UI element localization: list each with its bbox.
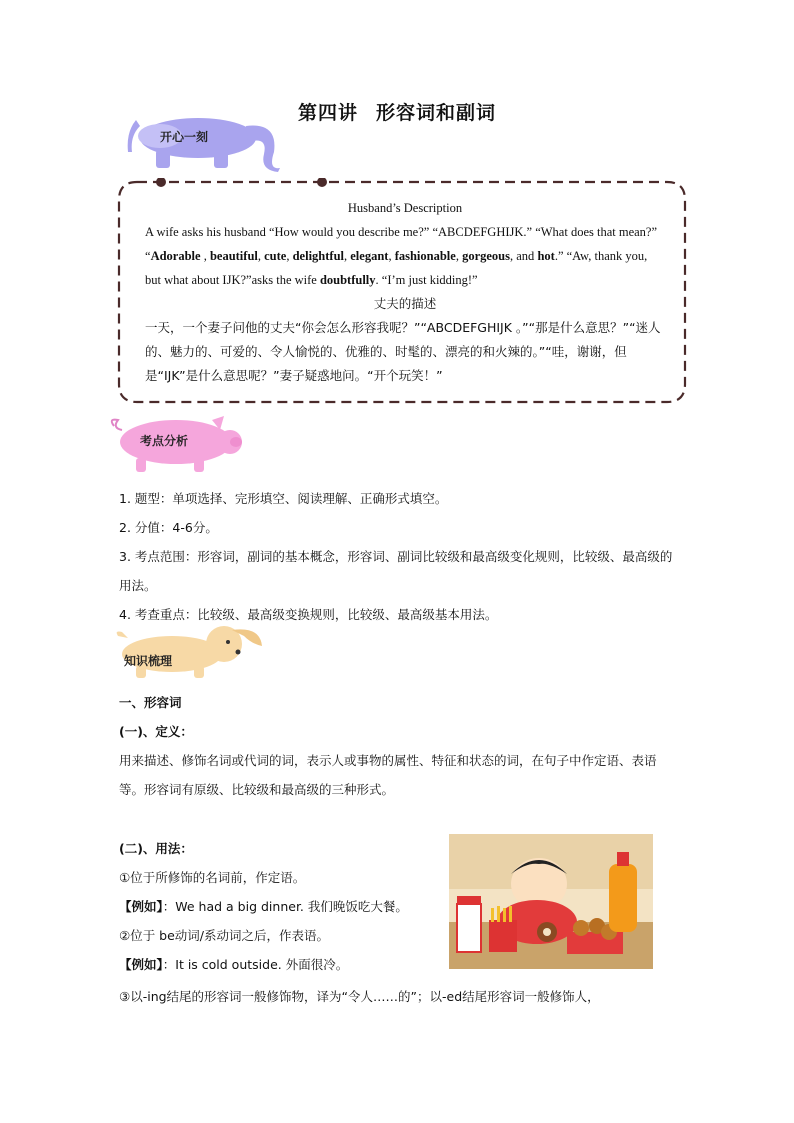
badge-label-knowledge: 知识梳理: [124, 654, 173, 668]
analysis-item-4: 4. 考查重点：比较级、最高级变换规则，比较级、最高级基本用法。: [119, 607, 498, 622]
story-en-title: Husband’s Description: [347, 201, 463, 215]
analysis-item-2: 2. 分值：4-6分。: [119, 520, 218, 535]
dog-icon: [114, 622, 266, 680]
pig-badge: [108, 414, 246, 474]
adjective-section: [119, 688, 679, 804]
story-zh-title: 丈夫的描述: [373, 296, 437, 311]
dog-badge: [114, 622, 266, 680]
example-1: 【例如】：We had a big dinner. 我们晚饭吃大餐。: [119, 899, 408, 914]
cartoon-illustration: [449, 834, 653, 969]
example-2: 【例如】：It is cold outside. 外面很冷。: [119, 957, 349, 972]
elephant-badge: [118, 112, 288, 174]
analysis-item-1: 1. 题型：单项选择、完形填空、阅读理解、正确形式填空。: [119, 491, 448, 506]
analysis-item-3: 3. 考点范围：形容词，副词的基本概念，形容词、副词比较级和最高级变化规则，比较级、最高级的用法。: [119, 549, 673, 593]
usage-item-2: ②位于 be动词/系动词之后，作表语。: [119, 928, 330, 943]
definition-heading: (一)、定义：: [119, 724, 193, 739]
title-lesson: 第四讲: [297, 102, 358, 124]
usage-item-3: ③以-ing结尾的形容词一般修饰物，译为“令人……的”；以-ed结尾形容词一般修饰人，: [119, 989, 600, 1004]
story-text: [145, 196, 665, 388]
badge-label-analysis: 考点分析: [140, 434, 189, 448]
usage-heading: (二)、用法：: [119, 841, 193, 856]
story-zh-body: 一天，一个妻子问他的丈夫“你会怎么形容我呢？”“ABCDEFGHIJK 。”“那是什么意思？”“迷人的、魅力的、可爱的、令人愉悦的、优雅的、时髦的、漂亮的和火辣的。”“哇，谢谢，但是“IJK”是什么意思呢？”妻子疑惑地问。“开个玩笑！”: [145, 320, 661, 383]
section-heading-adjective: 一、形容词: [119, 695, 182, 710]
story-en-body: A wife asks his husband “How would you describe me?” “ABCDEFGHIJK.” “What does that mean?” “Adorable , beautiful, cute, delightful, elegant, fashionable, gorgeous, and hot.” “Aw, thank you, but what about IJK?”asks the wife doubtfully. “I’m just kidding!”: [145, 225, 658, 287]
badge-label-happy: 开心一刻: [160, 130, 209, 144]
usage-item-1: ①位于所修饰的名词前，作定语。: [119, 870, 306, 885]
title-topic: 形容词和副词: [376, 102, 497, 124]
usage-section: [119, 834, 449, 979]
definition-text: 用来描述、修饰名词或代词的词，表示人或事物的属性、特征和状态的词，在句子中作定语、表语等。形容词有原级、比较级和最高级的三种形式。: [119, 753, 657, 797]
analysis-list: [119, 484, 679, 629]
